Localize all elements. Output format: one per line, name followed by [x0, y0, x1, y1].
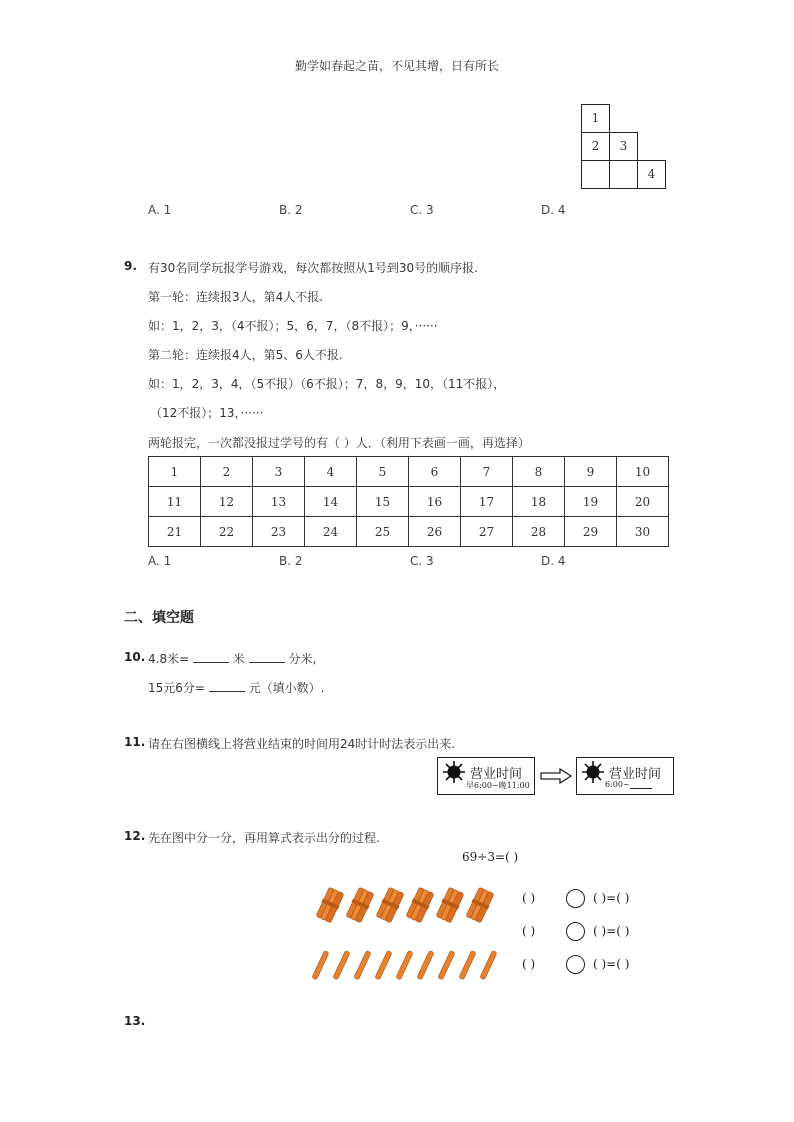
table-cell[interactable]: 17 — [461, 487, 513, 517]
q12-text: 先在图中分一分，再用算式表示出分的过程. — [148, 831, 380, 845]
table-cell[interactable]: 2 — [201, 457, 253, 487]
answer-blank[interactable] — [249, 650, 285, 663]
answer-paren[interactable]: ( ) — [522, 924, 536, 938]
q9-line: （12不报）；13，······ — [150, 406, 264, 420]
q9-option-c[interactable]: C. 3 — [410, 554, 434, 568]
stair-cell — [581, 160, 610, 189]
table-cell[interactable]: 9 — [565, 457, 617, 487]
table-cell[interactable]: 12 — [201, 487, 253, 517]
number-grid-table — [148, 456, 669, 547]
table-cell[interactable]: 29 — [565, 517, 617, 547]
q12-equation: 69÷3=( ) — [462, 850, 519, 864]
table-cell[interactable]: 3 — [253, 457, 305, 487]
stick-bundle[interactable] — [405, 887, 435, 924]
single-stick[interactable] — [459, 951, 476, 980]
single-stick[interactable] — [312, 951, 329, 980]
q8-option-d[interactable]: D. 4 — [541, 203, 566, 217]
q9-line: 第二轮：连续报4人，第5、6人不报. — [148, 348, 343, 362]
answer-blank[interactable] — [209, 679, 245, 692]
table-cell[interactable]: 5 — [357, 457, 409, 487]
single-stick[interactable] — [354, 951, 371, 980]
answer-paren[interactable]: ( ) — [522, 957, 536, 971]
staircase-figure — [581, 104, 667, 190]
table-cell[interactable]: 11 — [149, 487, 201, 517]
answer-blank[interactable] — [630, 788, 652, 789]
q10-text: 4.8米= — [148, 652, 190, 666]
table-cell[interactable]: 7 — [461, 457, 513, 487]
q10-line1 — [148, 650, 316, 667]
q10-text: 元（填小数）. — [248, 681, 325, 695]
table-cell[interactable]: 20 — [617, 487, 669, 517]
q9-line: 如：1，2，3，（4不报）；5，6，7，（8不报）；9，······ — [148, 319, 438, 333]
q9-line: 如：1，2，3，4，（5不报）（6不报）；7，8，9，10，（11不报）， — [148, 377, 506, 391]
answer-blank[interactable] — [193, 650, 229, 663]
table-cell[interactable]: 10 — [617, 457, 669, 487]
q13-number: 13. — [124, 1014, 146, 1028]
stair-cell — [609, 160, 638, 189]
table-cell[interactable]: 16 — [409, 487, 461, 517]
stair-cell: 1 — [581, 104, 610, 133]
table-cell[interactable]: 23 — [253, 517, 305, 547]
q9-line: 两轮报完，一次都没报过学号的有（ ）人．（利用下表画一画，再选择） — [148, 436, 530, 450]
table-cell[interactable]: 26 — [409, 517, 461, 547]
table-cell[interactable]: 24 — [305, 517, 357, 547]
q8-option-c[interactable]: C. 3 — [410, 203, 434, 217]
business-hours-sign — [437, 757, 535, 795]
operator-circle[interactable] — [566, 922, 585, 941]
q10-text: 分米, — [288, 652, 317, 666]
single-stick[interactable] — [438, 951, 455, 980]
table-cell[interactable]: 14 — [305, 487, 357, 517]
table-cell[interactable]: 13 — [253, 487, 305, 517]
q10-text: 米 — [232, 652, 245, 666]
table-cell[interactable]: 27 — [461, 517, 513, 547]
table-cell[interactable]: 8 — [513, 457, 565, 487]
table-cell[interactable]: 15 — [357, 487, 409, 517]
answer-paren[interactable]: ( ) — [522, 891, 536, 905]
sign-hours: 6:00~ — [605, 780, 630, 789]
sign-title: 营业时间 — [609, 767, 662, 782]
table-cell[interactable]: 4 — [305, 457, 357, 487]
answer-paren[interactable]: ( )=( ) — [593, 957, 630, 971]
stick-bundle[interactable] — [435, 887, 465, 924]
q10-line2 — [148, 679, 324, 696]
q8-option-a[interactable]: A. 1 — [148, 203, 172, 217]
q10-text: 15元6分= — [148, 681, 205, 695]
single-stick[interactable] — [480, 951, 497, 980]
single-stick[interactable] — [396, 951, 413, 980]
q9-line: 有30名同学玩报学号游戏，每次都按照从1号到30号的顺序报. — [148, 261, 478, 275]
sun-icon — [582, 761, 604, 783]
table-cell[interactable]: 19 — [565, 487, 617, 517]
operator-circle[interactable] — [566, 955, 585, 974]
single-sticks — [308, 948, 504, 980]
table-cell[interactable]: 1 — [149, 457, 201, 487]
stick-bundle[interactable] — [465, 887, 495, 924]
q9-number: 9. — [124, 259, 137, 273]
table-cell[interactable]: 18 — [513, 487, 565, 517]
stair-cell: 2 — [581, 132, 610, 161]
q12-number: 12. — [124, 829, 146, 843]
business-hours-sign-answer — [576, 757, 674, 795]
q9-line: 第一轮：连续报3人，第4人不报. — [148, 290, 324, 304]
stick-bundle[interactable] — [345, 887, 375, 924]
q10-number: 10. — [124, 650, 146, 664]
table-cell[interactable]: 25 — [357, 517, 409, 547]
table-cell[interactable]: 28 — [513, 517, 565, 547]
sign-hours: 早6:00~晚11:00 — [466, 781, 530, 790]
q11-number: 11. — [124, 735, 146, 749]
arrow-right-icon — [540, 768, 572, 784]
stick-bundles — [314, 885, 504, 925]
q9-option-b[interactable]: B. 2 — [279, 554, 303, 568]
q8-option-b[interactable]: B. 2 — [279, 203, 303, 217]
table-cell[interactable]: 22 — [201, 517, 253, 547]
q9-option-a[interactable]: A. 1 — [148, 554, 172, 568]
answer-paren[interactable]: ( )=( ) — [593, 924, 630, 938]
sign-title: 营业时间 — [470, 767, 523, 782]
table-cell[interactable]: 6 — [409, 457, 461, 487]
single-stick[interactable] — [333, 951, 350, 980]
q11-text: 请在右图横线上将营业结束的时间用24时计时法表示出来. — [148, 737, 456, 751]
stair-cell: 3 — [609, 132, 638, 161]
answer-paren[interactable]: ( )=( ) — [593, 891, 630, 905]
section-title: 二、填空题 — [124, 610, 194, 626]
stick-bundle[interactable] — [315, 887, 345, 924]
operator-circle[interactable] — [566, 889, 585, 908]
stick-bundle[interactable] — [375, 887, 405, 924]
sun-icon — [443, 761, 465, 783]
page-header-motto: 勤学如春起之苗，不见其增，日有所长 — [294, 59, 499, 73]
table-cell[interactable]: 21 — [149, 517, 201, 547]
q9-option-d[interactable]: D. 4 — [541, 554, 566, 568]
table-row — [149, 517, 669, 547]
table-row — [149, 457, 669, 487]
stair-cell: 4 — [637, 160, 666, 189]
table-cell[interactable]: 30 — [617, 517, 669, 547]
single-stick[interactable] — [417, 951, 434, 980]
single-stick[interactable] — [375, 951, 392, 980]
table-row — [149, 487, 669, 517]
